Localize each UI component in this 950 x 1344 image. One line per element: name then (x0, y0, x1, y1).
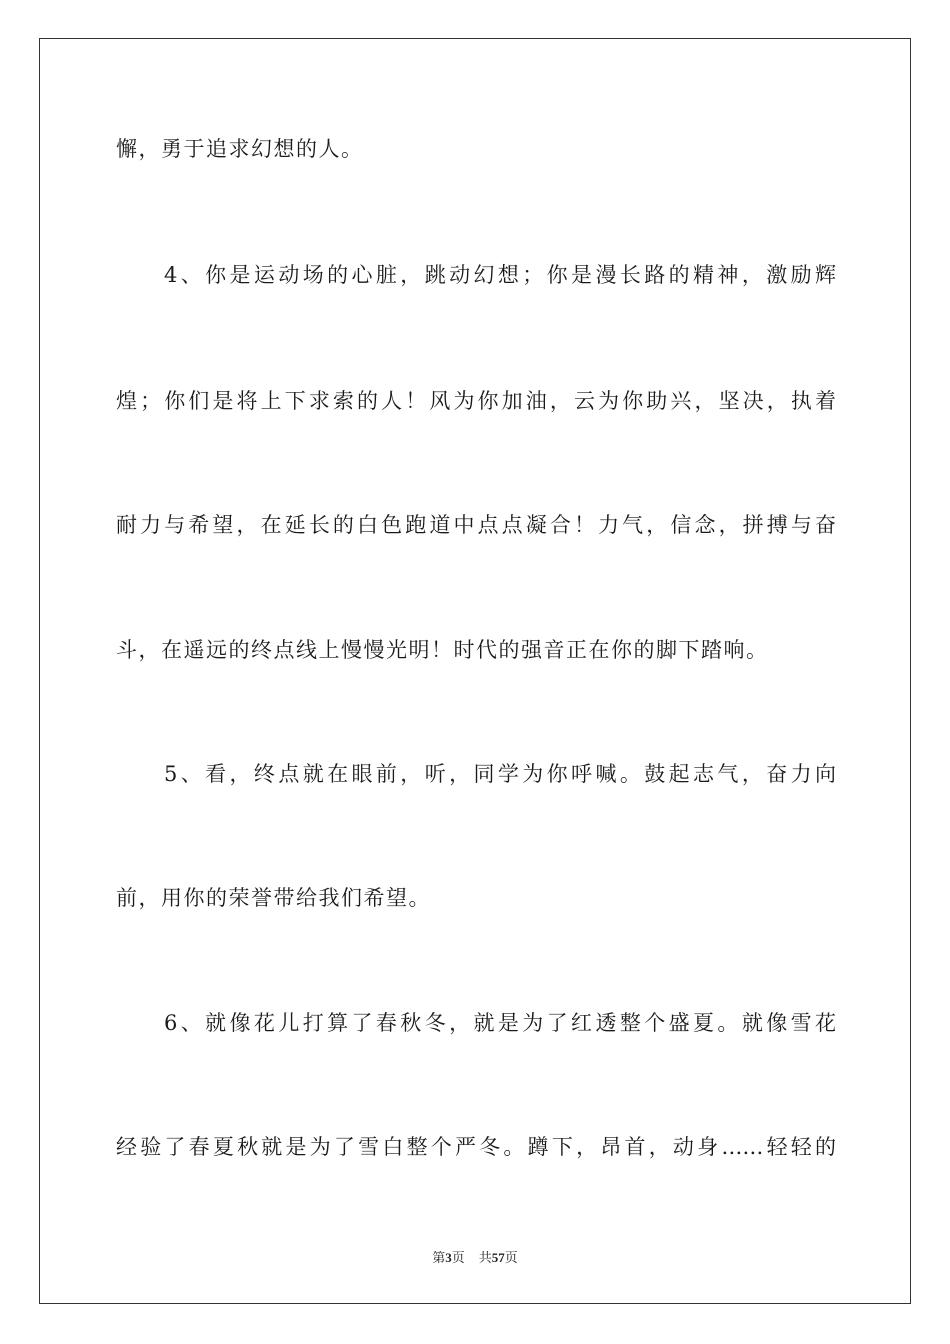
text-line-5: 斗，在遥远的终点线上慢慢光明！时代的强音正在你的脚下踏响。 (116, 638, 769, 662)
text-line-6: 5、看，终点就在眼前，听，同学为你呼喊。鼓起志气，奋力向 (164, 762, 836, 786)
page-number: 3 (445, 1250, 452, 1265)
text-line-3: 煌；你们是将上下求索的人！风为你加油，云为你助兴，坚决，执着 (116, 389, 836, 413)
page-footer (0, 1247, 950, 1266)
text-line-7: 前，用你的荣誉带给我们希望。 (116, 886, 431, 910)
text-line-1: 懈，勇于追求幻想的人。 (116, 137, 364, 161)
total-prefix: 共 (478, 1250, 492, 1265)
text-line-2: 4、你是运动场的心脏，跳动幻想；你是漫长路的精神，激励辉 (164, 263, 836, 287)
page-suffix: 页 (451, 1250, 465, 1265)
page-border (39, 38, 911, 1304)
text-line-8: 6、就像花儿打算了春秋冬，就是为了红透整个盛夏。就像雪花 (164, 1011, 836, 1035)
total-suffix: 页 (504, 1250, 518, 1265)
text-line-9: 经验了春夏秋就是为了雪白整个严冬。蹲下，昂首，动身……轻轻的 (116, 1135, 836, 1159)
text-line-4: 耐力与希望，在延长的白色跑道中点点凝合！力气，信念，拼搏与奋 (116, 513, 836, 537)
page-prefix: 第 (432, 1250, 446, 1265)
total-pages: 57 (491, 1250, 505, 1265)
